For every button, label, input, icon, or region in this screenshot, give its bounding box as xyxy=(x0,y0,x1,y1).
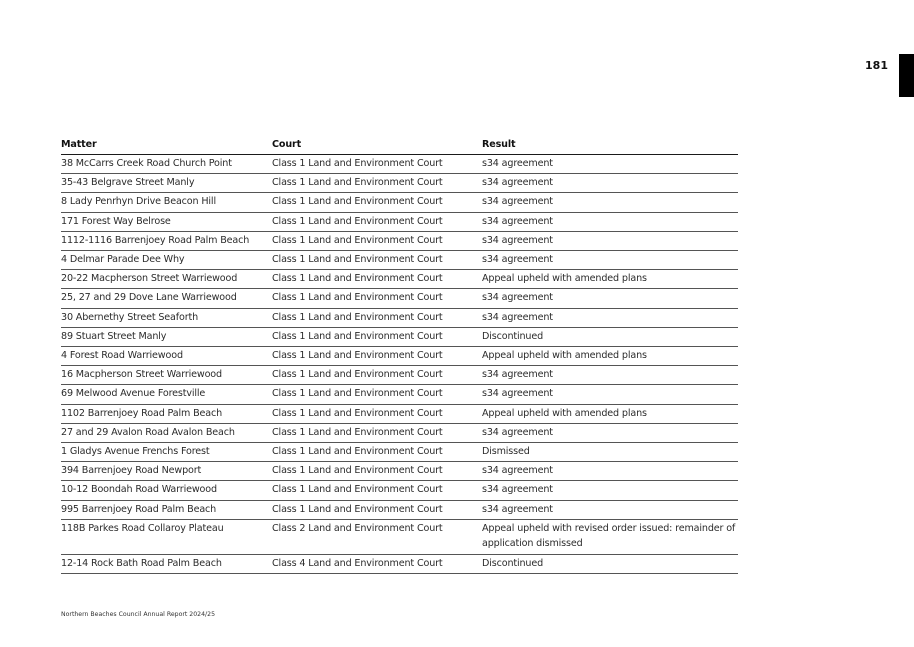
cell-matter: 8 Lady Penrhyn Drive Beacon Hill xyxy=(61,196,216,208)
cell-matter: 25, 27 and 29 Dove Lane Warriewood xyxy=(61,292,237,304)
cell-result: s34 agreement xyxy=(482,254,553,266)
cell-matter: 394 Barrenjoey Road Newport xyxy=(61,465,202,477)
cell-court: Class 1 Land and Environment Court xyxy=(272,350,443,362)
table-row xyxy=(61,289,738,308)
cell-result: s34 agreement xyxy=(482,388,553,400)
cell-court: Class 2 Land and Environment Court xyxy=(272,522,443,534)
cell-result: s34 agreement xyxy=(482,465,553,477)
table-body xyxy=(61,155,738,574)
cell-court: Class 1 Land and Environment Court xyxy=(272,311,443,323)
table-row xyxy=(61,501,738,520)
cell-court: Class 1 Land and Environment Court xyxy=(272,234,443,246)
cell-court: Class 1 Land and Environment Court xyxy=(272,407,443,419)
header-court: Court xyxy=(272,139,302,150)
cell-matter: 16 Macpherson Street Warriewood xyxy=(61,369,222,381)
table-row xyxy=(61,213,738,232)
table-row xyxy=(61,424,738,443)
table-row xyxy=(61,405,738,424)
cell-result: s34 agreement xyxy=(482,484,553,496)
table-row xyxy=(61,309,738,328)
cell-result: s34 agreement xyxy=(482,234,553,246)
cell-court: Class 1 Land and Environment Court xyxy=(272,503,443,515)
cell-matter: 35-43 Belgrave Street Manly xyxy=(61,177,195,189)
cell-matter: 4 Forest Road Warriewood xyxy=(61,350,183,362)
cell-matter: 12-14 Rock Bath Road Palm Beach xyxy=(61,557,222,569)
cell-matter: 4 Delmar Parade Dee Why xyxy=(61,254,185,266)
table-row xyxy=(61,555,738,574)
table-row xyxy=(61,347,738,366)
cell-result: Discontinued xyxy=(482,557,544,569)
table-row xyxy=(61,155,738,174)
cell-matter: 20-22 Macpherson Street Warriewood xyxy=(61,273,238,285)
table-row xyxy=(61,520,738,555)
cell-result: Appeal upheld with amended plans xyxy=(482,407,647,419)
cell-result: s34 agreement xyxy=(482,503,553,515)
section-edge-tab xyxy=(899,54,914,97)
table-row xyxy=(61,366,738,385)
cell-matter: 118B Parkes Road Collaroy Plateau xyxy=(61,522,224,534)
page-number: 181 xyxy=(865,59,888,72)
cell-result: s34 agreement xyxy=(482,369,553,381)
cell-court: Class 1 Land and Environment Court xyxy=(272,388,443,400)
cell-court: Class 1 Land and Environment Court xyxy=(272,426,443,438)
cell-result: Discontinued xyxy=(482,330,544,342)
cell-result: Appeal upheld with amended plans xyxy=(482,350,647,362)
table-row xyxy=(61,174,738,193)
cell-matter: 1 Gladys Avenue Frenchs Forest xyxy=(61,446,210,458)
cell-result: s34 agreement xyxy=(482,426,553,438)
cell-court: Class 1 Land and Environment Court xyxy=(272,177,443,189)
cell-court: Class 1 Land and Environment Court xyxy=(272,330,443,342)
cell-matter: 171 Forest Way Belrose xyxy=(61,215,171,227)
header-matter: Matter xyxy=(61,139,97,150)
cell-result: s34 agreement xyxy=(482,215,553,227)
cell-court: Class 4 Land and Environment Court xyxy=(272,557,443,569)
table-row xyxy=(61,232,738,251)
cell-result: s34 agreement xyxy=(482,177,553,189)
table-row xyxy=(61,462,738,481)
table-row xyxy=(61,443,738,462)
table-row xyxy=(61,385,738,404)
cell-matter: 995 Barrenjoey Road Palm Beach xyxy=(61,503,217,515)
table-row xyxy=(61,251,738,270)
table-row xyxy=(61,481,738,500)
cell-result: s34 agreement xyxy=(482,311,553,323)
cell-result: Appeal upheld with amended plans xyxy=(482,273,647,285)
cell-matter: 27 and 29 Avalon Road Avalon Beach xyxy=(61,426,235,438)
cell-result: s34 agreement xyxy=(482,158,553,169)
cell-court: Class 1 Land and Environment Court xyxy=(272,254,443,266)
cell-result: s34 agreement xyxy=(482,196,553,208)
cell-matter: 1112-1116 Barrenjoey Road Palm Beach xyxy=(61,234,250,246)
cell-court: Class 1 Land and Environment Court xyxy=(272,196,443,208)
cell-court: Class 1 Land and Environment Court xyxy=(272,465,443,477)
cell-matter: 38 McCarrs Creek Road Church Point xyxy=(61,158,232,169)
cell-court: Class 1 Land and Environment Court xyxy=(272,369,443,381)
cell-matter: 89 Stuart Street Manly xyxy=(61,330,167,342)
table-row xyxy=(61,193,738,212)
cell-result: s34 agreement xyxy=(482,292,553,304)
table-row xyxy=(61,270,738,289)
header-result: Result xyxy=(482,139,516,150)
cell-result: Dismissed xyxy=(482,446,530,458)
cell-court: Class 1 Land and Environment Court xyxy=(272,446,443,458)
table-header xyxy=(61,135,738,155)
table-row xyxy=(61,328,738,347)
cell-matter: 10-12 Boondah Road Warriewood xyxy=(61,484,217,496)
cell-court: Class 1 Land and Environment Court xyxy=(272,273,443,285)
cell-court: Class 1 Land and Environment Court xyxy=(272,158,443,169)
cell-matter: 1102 Barrenjoey Road Palm Beach xyxy=(61,407,223,419)
footer-text: Northern Beaches Council Annual Report 2024/25 xyxy=(61,611,216,618)
cell-matter: 69 Melwood Avenue Forestville xyxy=(61,388,206,400)
cell-court: Class 1 Land and Environment Court xyxy=(272,215,443,227)
cell-matter: 30 Abernethy Street Seaforth xyxy=(61,311,199,323)
cell-result: Appeal upheld with revised order issued: remainder of application dismissed xyxy=(482,522,736,550)
legal-matters-table xyxy=(61,135,738,574)
cell-court: Class 1 Land and Environment Court xyxy=(272,484,443,496)
cell-court: Class 1 Land and Environment Court xyxy=(272,292,443,304)
